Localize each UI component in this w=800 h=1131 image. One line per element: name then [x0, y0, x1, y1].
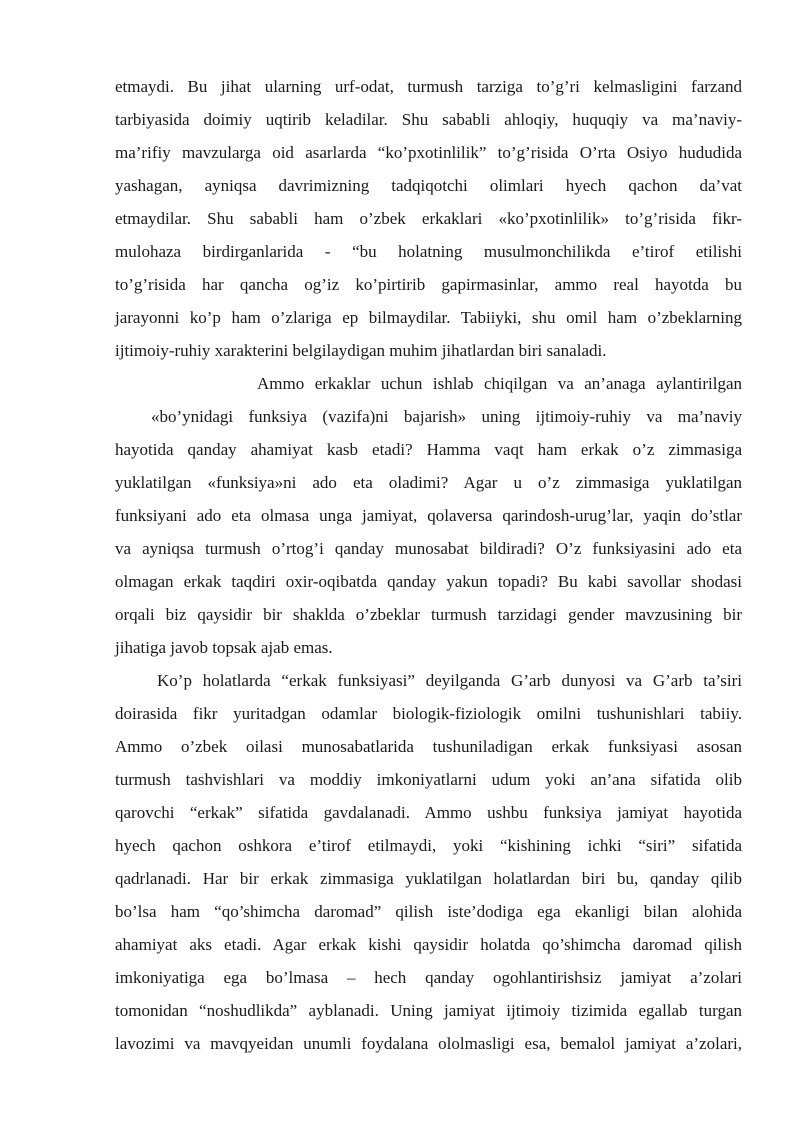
text-line: doirasida fikr yuritadgan odamlar biologik-fiziologik omilni tushunishlari tabiiy. — [115, 704, 742, 723]
text-line: yashagan, ayniqsa davrimizning tadqiqotchi olimlari hyech qachon da’vat — [115, 176, 742, 195]
text-line: lavozimi va mavqyeidan unumli foydalana ololmasligi esa, bemalol jamiyat a’zolari, — [115, 1034, 742, 1053]
text-line: Ko’p holatlarda “erkak funksiyasi” deyilganda G’arb dunyosi va G’arb ta’siri — [157, 671, 742, 690]
text-line: jihatiga javob topsak ajab emas. — [115, 638, 333, 657]
text-line: ijtimoiy-ruhiy xarakterini belgilaydigan muhim jihatlardan biri sanaladi. — [115, 341, 607, 360]
text-line: Ammo o’zbek oilasi munosabatlarida tushuniladigan erkak funksiyasi asosan — [115, 737, 742, 756]
text-line: va ayniqsa turmush o’rtog’i qanday munosabat bildiradi? O’z funksiyasini ado eta — [115, 539, 742, 558]
text-line: hayotida qanday ahamiyat kasb etadi? Hamma vaqt ham erkak o’z zimmasiga — [115, 440, 742, 459]
text-line: «bo’ynidagi funksiya (vazifa)ni bajarish» uning ijtimoiy-ruhiy va ma’naviy — [151, 407, 742, 426]
text-line: tomonidan “noshudlikda” ayblanadi. Uning jamiyat ijtimoiy tizimida egallab turgan — [115, 1001, 742, 1020]
text-line: imkoniyatiga ega bo’lmasa – hech qanday ogohlantirishsiz jamiyat a’zolari — [115, 968, 742, 987]
text-line: jarayonni ko’p ham o’zlariga ep bilmaydilar. Tabiiyki, shu omil ham o’zbeklarning — [115, 308, 742, 327]
text-line: etmaydilar. Shu sababli ham o’zbek erkaklari «ko’pxotinlilik» to’g’risida fikr- — [115, 209, 742, 228]
text-line: ma’rifiy mavzularga oid asarlarda “ko’pxotinlilik” to’g’risida O’rta Osiyo hududida — [115, 143, 742, 162]
text-line: qadrlanadi. Har bir erkak zimmasiga yuklatilgan holatlardan biri bu, qanday qilib — [115, 869, 742, 888]
text-line: turmush tashvishlari va moddiy imkoniyatlarni udum yoki an’ana sifatida olib — [115, 770, 742, 789]
text-line: orqali biz qaysidir bir shaklda o’zbeklar turmush tarzidagi gender mavzusining bir — [115, 605, 742, 624]
text-line: ahamiyat aks etadi. Agar erkak kishi qaysidir holatda qo’shimcha daromad qilish — [115, 935, 742, 954]
text-line: to’g’risida har qancha og’iz ko’pirtirib gapirmasinlar, ammo real hayotda bu — [115, 275, 742, 294]
text-line: yuklatilgan «funksiya»ni ado eta oladimi? Agar u o’z zimmasiga yuklatilgan — [115, 473, 742, 492]
text-line: etmaydi. Bu jihat ularning urf-odat, turmush tarziga to’g’ri kelmasligini farzand — [115, 77, 742, 96]
text-line: tarbiyasida doimiy uqtirib keladilar. Shu sababli ahloqiy, huquqiy va ma’naviy- — [115, 110, 742, 129]
text-line: olmagan erkak taqdiri oxir-oqibatda qanday yakun topadi? Bu kabi savollar shodasi — [115, 572, 742, 591]
text-line: mulohaza birdirganlarida - “bu holatning musulmonchilikda e’tirof etilishi — [115, 242, 742, 261]
text-line: qarovchi “erkak” sifatida gavdalanadi. Ammo ushbu funksiya jamiyat hayotida — [115, 803, 742, 822]
text-line: funksiyani ado eta olmasa unga jamiyat, qolaversa qarindosh-urug’lar, yaqin do’stlar — [115, 506, 742, 525]
text-line: hyech qachon oshkora e’tirof etilmaydi, yoki “kishining ichki “siri” sifatida — [115, 836, 742, 855]
text-line: Ammo erkaklar uchun ishlab chiqilgan va an’anaga aylantirilgan — [257, 374, 742, 393]
text-line: bo’lsa ham “qo’shimcha daromad” qilish iste’dodiga ega ekanligi bilan alohida — [115, 902, 742, 921]
